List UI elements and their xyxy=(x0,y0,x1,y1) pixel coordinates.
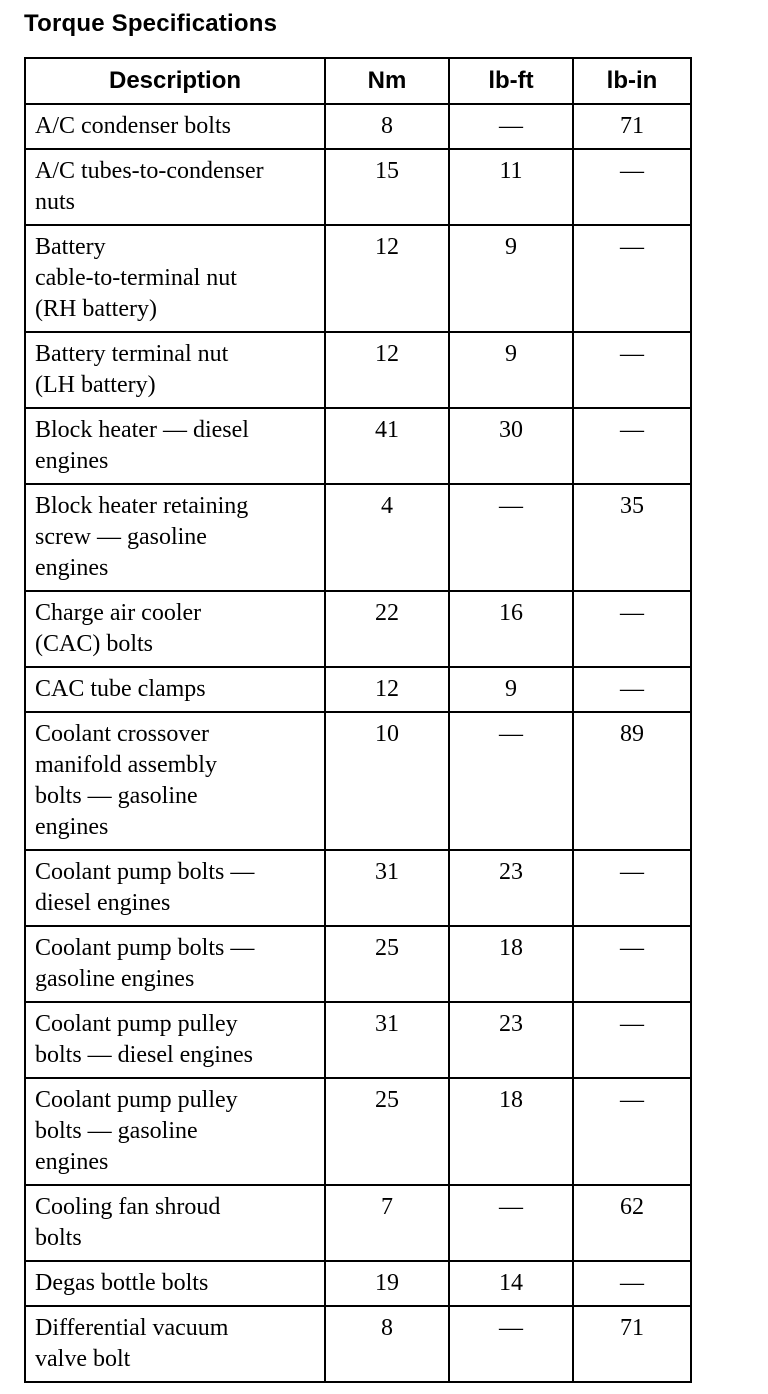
lb-in-cell: — xyxy=(573,850,691,926)
description-line: engines xyxy=(35,1149,109,1175)
description-cell xyxy=(25,850,325,926)
description-line: (RH battery) xyxy=(35,296,157,322)
description-line: Differential vacuum xyxy=(35,1315,229,1341)
description-line: A/C tubes-to-condenser xyxy=(35,158,264,184)
table-row xyxy=(25,149,691,225)
lb-ft-cell: 9 xyxy=(449,667,573,712)
nm-cell: 31 xyxy=(325,1002,449,1078)
description-line: Battery xyxy=(35,234,106,260)
lb-ft-cell: 23 xyxy=(449,850,573,926)
column-header-description: Description xyxy=(25,58,325,104)
nm-cell: 7 xyxy=(325,1185,449,1261)
description-line: Block heater retaining xyxy=(35,493,249,519)
lb-in-cell: — xyxy=(573,408,691,484)
lb-ft-cell: 30 xyxy=(449,408,573,484)
description-line: bolts — diesel engines xyxy=(35,1042,253,1068)
description-line: Coolant pump bolts — xyxy=(35,859,255,885)
description-line: bolts xyxy=(35,1225,82,1251)
table-row xyxy=(25,712,691,850)
lb-ft-cell: 23 xyxy=(449,1002,573,1078)
nm-cell: 15 xyxy=(325,149,449,225)
nm-cell: 8 xyxy=(325,104,449,149)
description-line: engines xyxy=(35,555,109,581)
description-line: engines xyxy=(35,448,109,474)
description-cell xyxy=(25,332,325,408)
lb-in-cell: — xyxy=(573,591,691,667)
lb-ft-cell: 18 xyxy=(449,926,573,1002)
table-row xyxy=(25,1306,691,1382)
description-line: Coolant crossover xyxy=(35,721,209,747)
lb-in-cell: — xyxy=(573,225,691,332)
page-title: Torque Specifications xyxy=(24,10,278,37)
nm-cell: 22 xyxy=(325,591,449,667)
description-line: Coolant pump bolts — xyxy=(35,935,255,961)
nm-cell: 25 xyxy=(325,1078,449,1185)
lb-in-cell: 71 xyxy=(573,1306,691,1382)
description-line: valve bolt xyxy=(35,1346,131,1372)
nm-cell: 12 xyxy=(325,225,449,332)
lb-in-cell: 62 xyxy=(573,1185,691,1261)
table-row xyxy=(25,484,691,591)
lb-ft-cell: 18 xyxy=(449,1078,573,1185)
description-line: engines xyxy=(35,814,109,840)
description-line: bolts — gasoline xyxy=(35,783,198,809)
description-line: cable-to-terminal nut xyxy=(35,265,237,291)
nm-cell: 4 xyxy=(325,484,449,591)
lb-in-cell: 89 xyxy=(573,712,691,850)
description-line: Charge air cooler xyxy=(35,600,202,626)
description-cell xyxy=(25,712,325,850)
torque-spec-table xyxy=(24,57,692,1383)
description-cell xyxy=(25,225,325,332)
table-row xyxy=(25,1078,691,1185)
lb-in-cell: — xyxy=(573,926,691,1002)
table-row xyxy=(25,667,691,712)
lb-ft-cell: — xyxy=(449,712,573,850)
nm-cell: 41 xyxy=(325,408,449,484)
lb-ft-cell: — xyxy=(449,1185,573,1261)
description-cell xyxy=(25,1185,325,1261)
lb-ft-cell: 14 xyxy=(449,1261,573,1306)
description-line: Coolant pump pulley xyxy=(35,1011,238,1037)
column-header-nm: Nm xyxy=(325,58,449,104)
lb-ft-cell: — xyxy=(449,484,573,591)
lb-in-cell: 71 xyxy=(573,104,691,149)
description-cell xyxy=(25,1306,325,1382)
table-row xyxy=(25,225,691,332)
description-cell xyxy=(25,667,325,712)
table-row xyxy=(25,850,691,926)
description-line: diesel engines xyxy=(35,890,171,916)
table-row xyxy=(25,332,691,408)
lb-ft-cell: 9 xyxy=(449,332,573,408)
description-line: bolts — gasoline xyxy=(35,1118,198,1144)
description-cell xyxy=(25,149,325,225)
description-line: (CAC) bolts xyxy=(35,631,154,657)
description-line: Cooling fan shroud xyxy=(35,1194,221,1220)
table-row xyxy=(25,1261,691,1306)
description-line: manifold assembly xyxy=(35,752,217,778)
lb-ft-cell: 11 xyxy=(449,149,573,225)
table-row xyxy=(25,408,691,484)
nm-cell: 31 xyxy=(325,850,449,926)
description-line: Block heater — diesel xyxy=(35,417,249,443)
description-line: screw — gasoline xyxy=(35,524,207,550)
lb-in-cell: — xyxy=(573,332,691,408)
lb-in-cell: — xyxy=(573,1002,691,1078)
description-cell xyxy=(25,1261,325,1306)
table-row xyxy=(25,926,691,1002)
description-cell xyxy=(25,926,325,1002)
description-line: nuts xyxy=(35,189,76,215)
description-cell xyxy=(25,104,325,149)
description-line: Degas bottle bolts xyxy=(35,1270,209,1296)
nm-cell: 8 xyxy=(325,1306,449,1382)
column-header-lb-ft: lb-ft xyxy=(449,58,573,104)
nm-cell: 12 xyxy=(325,667,449,712)
description-cell xyxy=(25,1002,325,1078)
table-header-row xyxy=(25,58,691,104)
lb-in-cell: — xyxy=(573,149,691,225)
nm-cell: 12 xyxy=(325,332,449,408)
description-line: gasoline engines xyxy=(35,966,195,992)
lb-ft-cell: 9 xyxy=(449,225,573,332)
description-line: A/C condenser bolts xyxy=(35,113,231,139)
table-row xyxy=(25,104,691,149)
description-line: CAC tube clamps xyxy=(35,676,206,702)
lb-in-cell: — xyxy=(573,1078,691,1185)
nm-cell: 25 xyxy=(325,926,449,1002)
lb-in-cell: — xyxy=(573,1261,691,1306)
description-line: (LH battery) xyxy=(35,372,156,398)
description-cell xyxy=(25,484,325,591)
description-cell xyxy=(25,408,325,484)
description-cell xyxy=(25,591,325,667)
lb-ft-cell: — xyxy=(449,104,573,149)
lb-ft-cell: 16 xyxy=(449,591,573,667)
description-line: Battery terminal nut xyxy=(35,341,229,367)
lb-in-cell: 35 xyxy=(573,484,691,591)
table-row xyxy=(25,591,691,667)
lb-in-cell: — xyxy=(573,667,691,712)
description-cell xyxy=(25,1078,325,1185)
table-row xyxy=(25,1185,691,1261)
table-row xyxy=(25,1002,691,1078)
lb-ft-cell: — xyxy=(449,1306,573,1382)
nm-cell: 19 xyxy=(325,1261,449,1306)
description-line: Coolant pump pulley xyxy=(35,1087,238,1113)
column-header-lb-in: lb-in xyxy=(573,58,691,104)
nm-cell: 10 xyxy=(325,712,449,850)
